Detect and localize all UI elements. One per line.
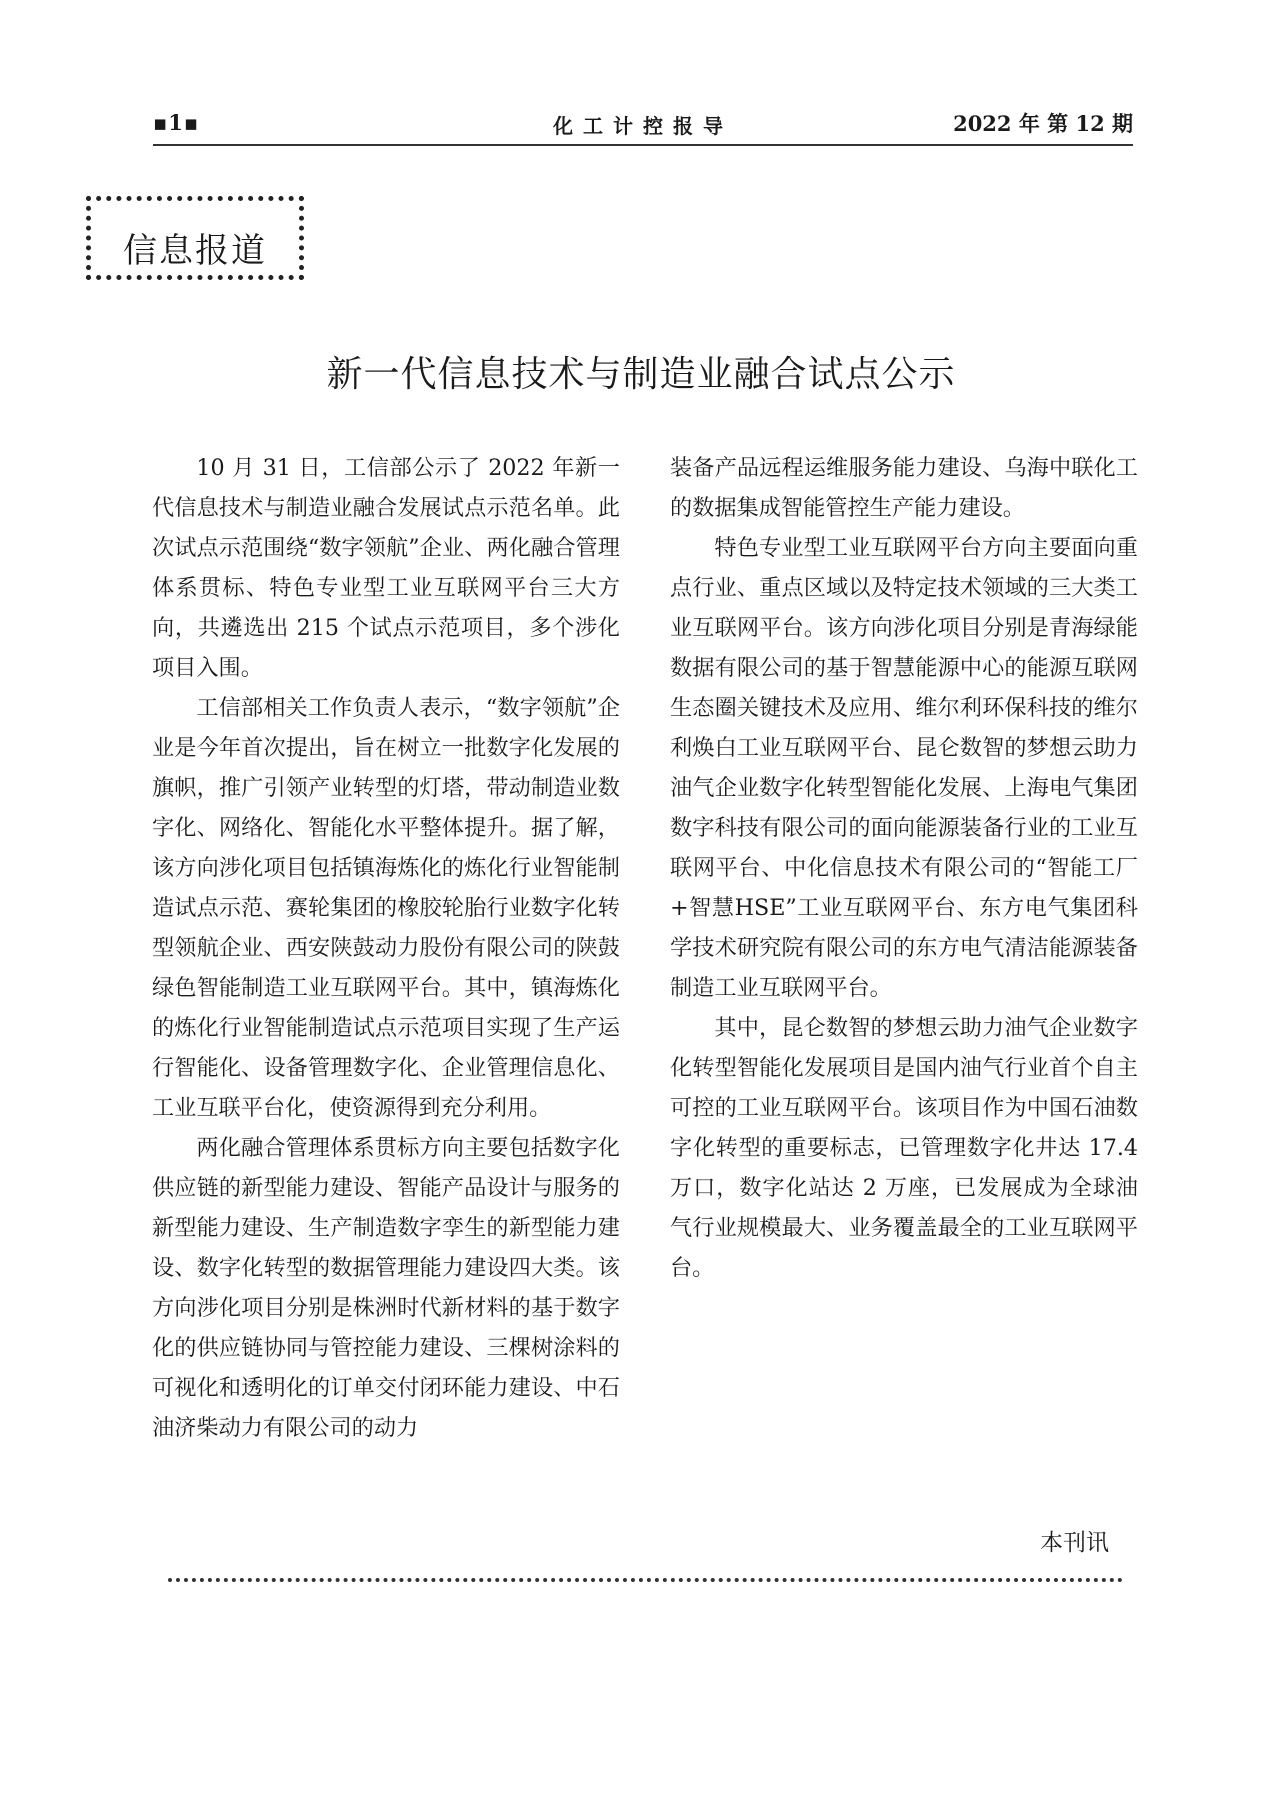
left-column xyxy=(152,448,620,1448)
article-title: 新一代信息技术与制造业融合试点公示 xyxy=(326,354,956,395)
section-label-box xyxy=(86,196,304,280)
dotted-divider xyxy=(168,1578,1123,1582)
right-column xyxy=(670,448,1138,1288)
section-label: 信息报道 xyxy=(123,231,267,271)
article-source: 本刊讯 xyxy=(1040,1530,1109,1556)
paragraph-3-continued: 装备产品远程运维服务能力建设、乌海中联化工的数据集成智能管控生产能力建设。 xyxy=(670,455,1138,521)
page-number: ▪1▪ xyxy=(153,110,200,135)
paragraph-3: 两化融合管理体系贯标方向主要包括数字化供应链的新型能力建设、智能产品设计与服务的新型能力建设、生产制造数字孪生的新型能力建设、数字化转型的数据管理能力建设四大类。该方向涉化项目分别是株洲时代新材料的基于数字化的供应链协同与管控能力建设、三棵树涂料的可视化和透明化的订单交付闭环能力建设、中石油济柴动力有限公司的动力 xyxy=(152,1135,620,1441)
journal-name: 化工计控报导 xyxy=(553,114,733,138)
paragraph-4: 特色专业型工业互联网平台方向主要面向重点行业、重点区域以及特定技术领域的三大类工业互联网平台。该方向涉化项目分别是青海绿能数据有限公司的基于智慧能源中心的能源互联网生态圈关键技术及应用、维尔利环保科技的维尔利焕白工业互联网平台、昆仑数智的梦想云助力油气企业数字化转型智能化发展、上海电气集团数字科技有限公司的面向能源装备行业的工业互联网平台、中化信息技术有限公司的“智能工厂+智慧HSE”工业互联网平台、东方电气集团科学技术研究院有限公司的东方电气清洁能源装备制造工业互联网平台。 xyxy=(670,535,1138,1001)
paragraph-5: 其中，昆仑数智的梦想云助力油气企业数字化转型智能化发展项目是国内油气行业首个自主可控的工业互联网平台。该项目作为中国石油数字化转型的重要标志，已管理数字化井达 17.4 万口，数字化站达 2 万座，已发展成为全球油气行业规模最大、业务覆盖最全的工业互联网平台。 xyxy=(670,1015,1138,1281)
running-header xyxy=(153,104,1133,146)
paragraph-2: 工信部相关工作负责人表示，“数字领航”企业是今年首次提出，旨在树立一批数字化发展的旗帜，推广引领产业转型的灯塔，带动制造业数字化、网络化、智能化水平整体提升。据了解，该方向涉化项目包括镇海炼化的炼化行业智能制造试点示范、赛轮集团的橡胶轮胎行业数字化转型领航企业、西安陕鼓动力股份有限公司的陕鼓绿色智能制造工业互联网平台。其中，镇海炼化的炼化行业智能制造试点示范项目实现了生产运行智能化、设备管理数字化、企业管理信息化、工业互联平台化，使资源得到充分利用。 xyxy=(152,695,620,1121)
issue-number: 2022 年 第 12 期 xyxy=(953,111,1133,136)
paragraph-1: 10 月 31 日，工信部公示了 2022 年新一代信息技术与制造业融合发展试点示范名单。此次试点示范围绕“数字领航”企业、两化融合管理体系贯标、特色专业型工业互联网平台三大方向，共遴选出 215 个试点示范项目，多个涉化项目入围。 xyxy=(152,455,620,681)
